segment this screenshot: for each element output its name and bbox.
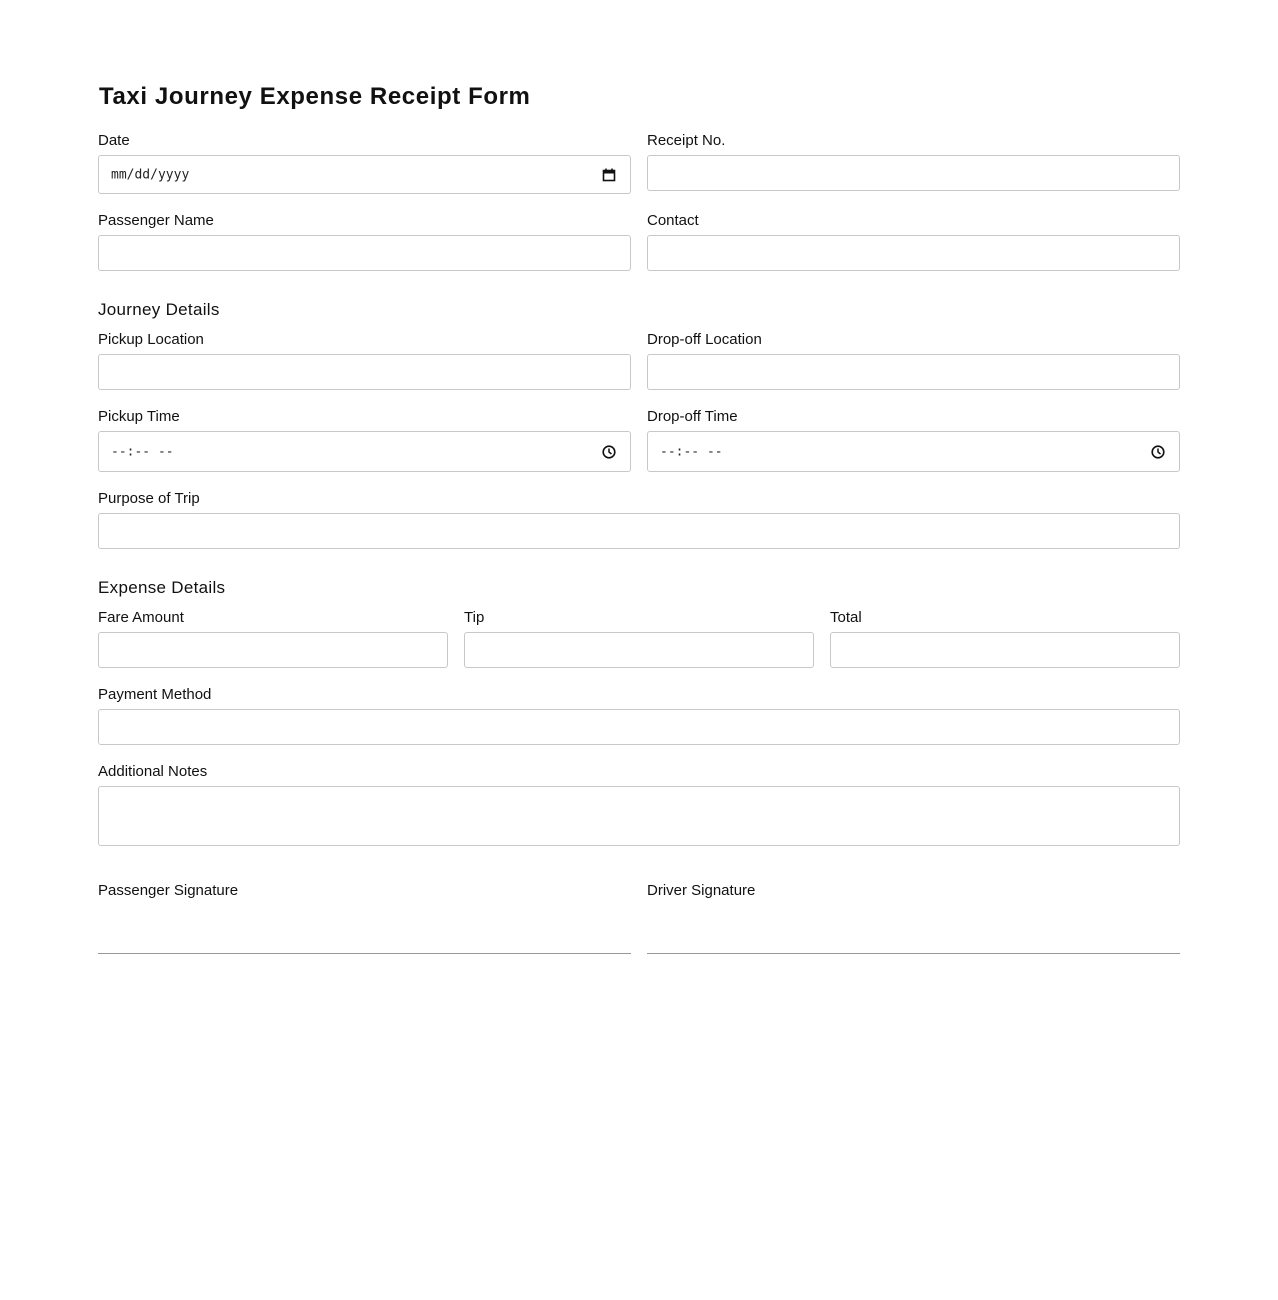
dropoff-location-label: Drop-off Location <box>647 331 762 348</box>
clock-icon[interactable] <box>1151 445 1165 459</box>
dropoff-location-input[interactable] <box>647 354 1180 390</box>
passenger-signature-line[interactable] <box>98 953 631 954</box>
page-title: Taxi Journey Expense Receipt Form <box>99 83 531 110</box>
contact-label: Contact <box>647 212 699 229</box>
notes-textarea[interactable] <box>98 786 1180 846</box>
fare-label: Fare Amount <box>98 609 184 626</box>
pickup-location-label: Pickup Location <box>98 331 204 348</box>
pickup-time-label: Pickup Time <box>98 408 180 425</box>
dropoff-time-input[interactable] <box>647 431 1180 472</box>
clock-icon[interactable] <box>602 445 616 459</box>
dropoff-time-label: Drop-off Time <box>647 408 738 425</box>
purpose-label: Purpose of Trip <box>98 490 200 507</box>
pickup-location-input[interactable] <box>98 354 631 390</box>
payment-method-label: Payment Method <box>98 686 212 703</box>
contact-input[interactable] <box>647 235 1180 271</box>
date-label: Date <box>98 132 130 149</box>
tip-label: Tip <box>464 609 485 626</box>
total-label: Total <box>830 609 862 626</box>
passenger-signature-label: Passenger Signature <box>98 882 239 899</box>
receipt-no-label: Receipt No. <box>647 132 726 149</box>
total-input[interactable] <box>830 632 1180 668</box>
fare-input[interactable] <box>98 632 448 668</box>
passenger-name-input[interactable] <box>98 235 631 271</box>
pickup-time-input[interactable] <box>98 431 631 472</box>
driver-signature-label: Driver Signature <box>647 882 756 899</box>
payment-method-input[interactable] <box>98 709 1180 745</box>
pickup-time-placeholder: --:-- -- <box>111 444 174 459</box>
calendar-icon[interactable] <box>602 168 616 182</box>
expense-details-heading: Expense Details <box>98 578 226 597</box>
notes-label: Additional Notes <box>98 763 208 780</box>
receipt-no-input[interactable] <box>647 155 1180 191</box>
passenger-name-label: Passenger Name <box>98 212 214 229</box>
date-input[interactable] <box>98 155 631 194</box>
date-placeholder: mm/dd/yyyy <box>111 167 190 182</box>
tip-input[interactable] <box>464 632 814 668</box>
dropoff-time-placeholder: --:-- -- <box>660 444 723 459</box>
driver-signature-line[interactable] <box>647 953 1180 954</box>
purpose-input[interactable] <box>98 513 1180 549</box>
journey-details-heading: Journey Details <box>98 300 220 319</box>
